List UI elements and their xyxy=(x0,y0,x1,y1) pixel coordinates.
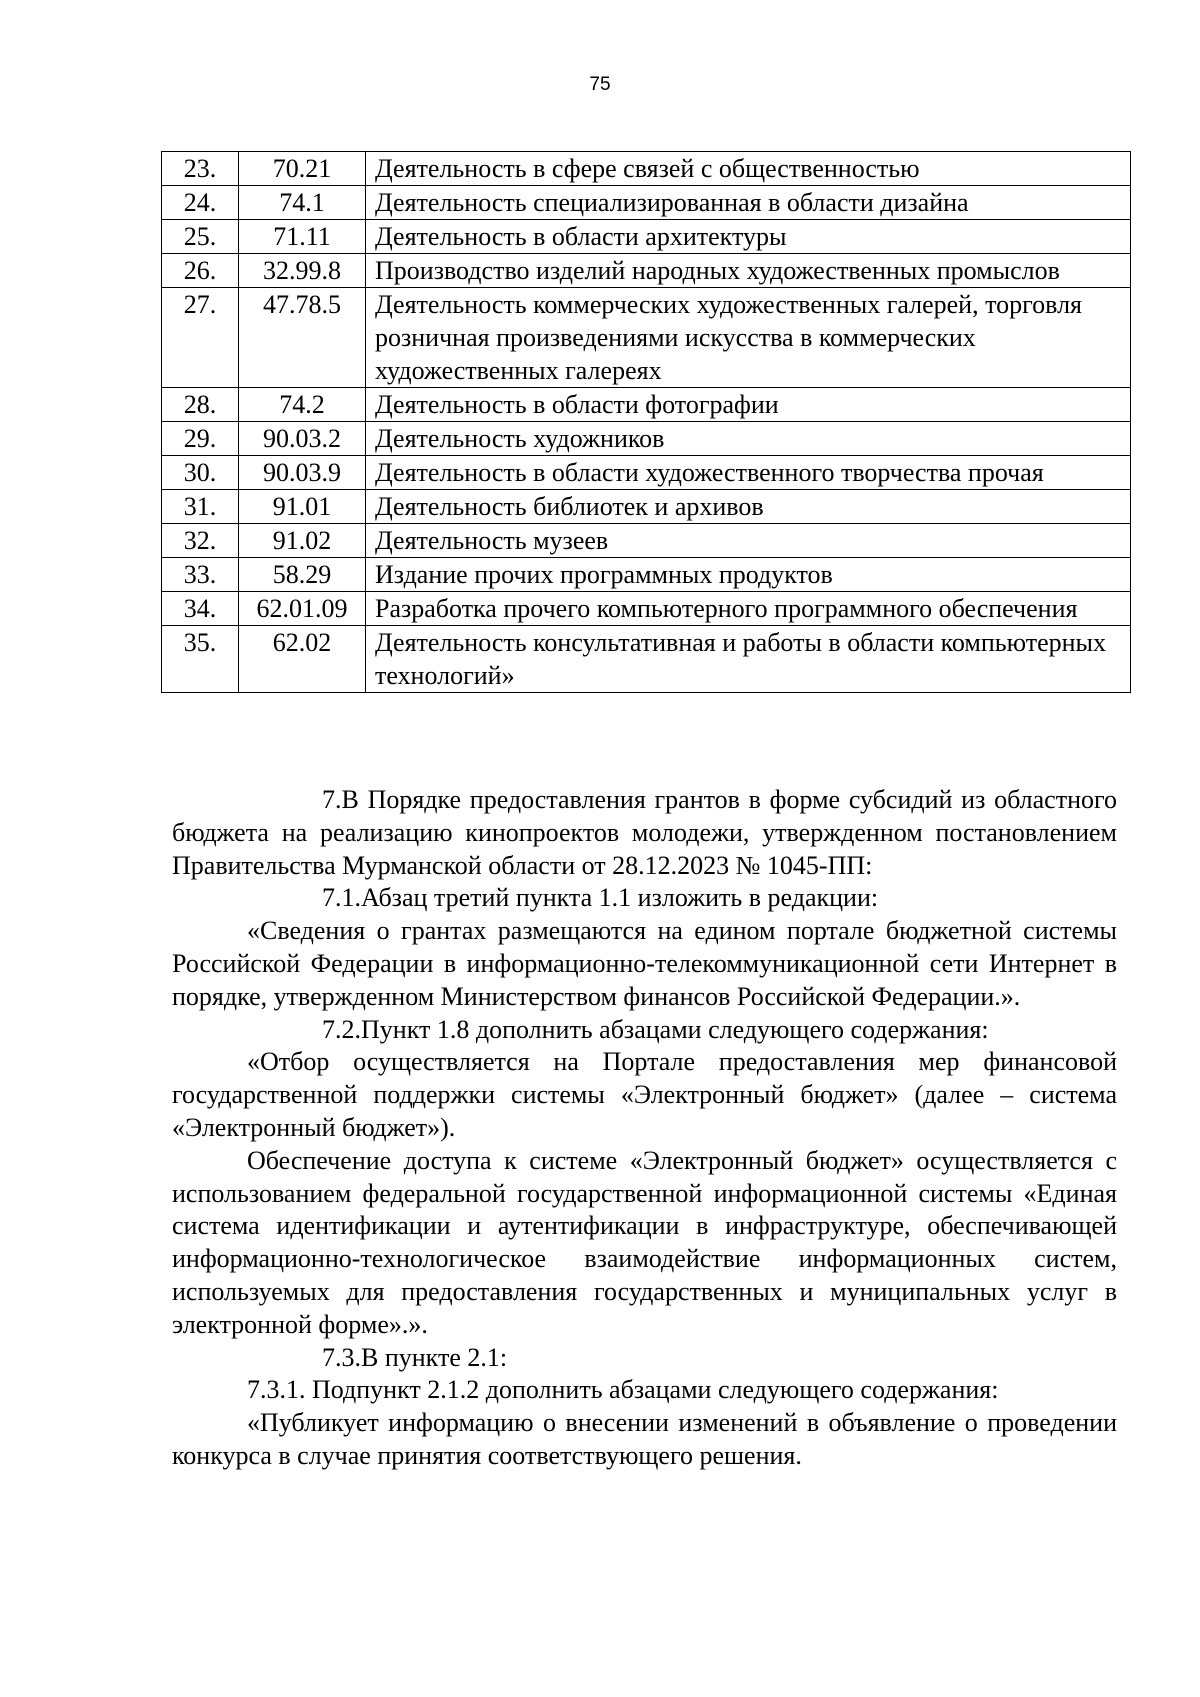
paragraph-7-2: 7.2.Пункт 1.8 дополнить абзацами следующего содержания: xyxy=(172,1014,1117,1047)
paragraph-label: 7.3. xyxy=(322,1342,361,1372)
activity-code: 91.01 xyxy=(239,490,366,524)
activity-name: Деятельность консультативная и работы в области компьютерных технологий» xyxy=(366,626,1131,693)
row-number: 26. xyxy=(162,254,239,288)
activity-codes-table xyxy=(161,151,1131,693)
row-number: 34. xyxy=(162,592,239,626)
paragraph-7-1-quote: «Сведения о грантах размещаются на едином портале бюджетной системы Российской Федерации в информационно-телекоммуникационной сети Интернет в порядке, утвержденном Министерством финансов Российской Федерации.». xyxy=(172,916,1117,1011)
activity-name: Деятельность в области фотографии xyxy=(366,388,1131,422)
table-row xyxy=(162,592,1131,626)
activity-code: 91.02 xyxy=(239,524,366,558)
activity-name: Издание прочих программных продуктов xyxy=(366,558,1131,592)
row-number: 25. xyxy=(162,220,239,254)
activity-code: 32.99.8 xyxy=(239,254,366,288)
row-number: 24. xyxy=(162,186,239,220)
row-number: 28. xyxy=(162,388,239,422)
activity-code: 74.1 xyxy=(239,186,366,220)
activity-code: 58.29 xyxy=(239,558,366,592)
activity-name: Деятельность художников xyxy=(366,422,1131,456)
row-number: 29. xyxy=(162,422,239,456)
page-number: 75 xyxy=(589,74,611,95)
activity-name: Деятельность музеев xyxy=(366,524,1131,558)
activity-code: 90.03.9 xyxy=(239,456,366,490)
table-row xyxy=(162,456,1131,490)
activity-code: 74.2 xyxy=(239,388,366,422)
row-number: 27. xyxy=(162,288,239,388)
table-row xyxy=(162,220,1131,254)
paragraph-label: 7.2. xyxy=(322,1014,361,1044)
table-row xyxy=(162,152,1131,186)
paragraph-7-2-quote-2: Обеспечение доступа к системе «Электронный бюджет» осуществляется с использованием федеральной государственной информационной системы «Единая система идентификации и аутентификации в инфраструктуре, обеспечивающей информационно-технологическое взаимодействие информационных систем, используемых для предоставления государственных и муниципальных услуг в электронной форме».». xyxy=(172,1145,1117,1339)
activity-code: 70.21 xyxy=(239,152,366,186)
activity-name: Разработка прочего компьютерного программного обеспечения xyxy=(366,592,1131,626)
activity-code: 47.78.5 xyxy=(239,288,366,388)
activity-name: Деятельность коммерческих художественных галерей, торговля розничная произведениями искусства в коммерческих художественных галереях xyxy=(366,288,1131,388)
table-row xyxy=(162,388,1131,422)
activity-name: Производство изделий народных художественных промыслов xyxy=(366,254,1131,288)
activity-name: Деятельность в области художественного творчества прочая xyxy=(366,456,1131,490)
activity-code: 62.01.09 xyxy=(239,592,366,626)
table-row xyxy=(162,524,1131,558)
paragraph-label: 7. xyxy=(322,785,342,814)
row-number: 30. xyxy=(162,456,239,490)
table-row xyxy=(162,288,1131,388)
paragraph-7-1: 7.1.Абзац третий пункта 1.1 изложить в редакции: xyxy=(172,882,1117,915)
table-row xyxy=(162,186,1131,220)
row-number: 31. xyxy=(162,490,239,524)
activity-name: Деятельность специализированная в области дизайна xyxy=(366,186,1131,220)
row-number: 32. xyxy=(162,524,239,558)
activity-name: Деятельность библиотек и архивов xyxy=(366,490,1131,524)
table-row xyxy=(162,422,1131,456)
activity-name: Деятельность в области архитектуры xyxy=(366,220,1131,254)
paragraph-7-2-quote-1: «Отбор осуществляется на Портале предоставления мер финансовой государственной поддержки системы «Электронный бюджет» (далее – система «Электронный бюджет»). xyxy=(172,1047,1117,1142)
table-row xyxy=(162,558,1131,592)
activity-code: 90.03.2 xyxy=(239,422,366,456)
table-row xyxy=(162,490,1131,524)
paragraph-7-3: 7.3.В пункте 2.1: xyxy=(172,1342,1117,1375)
activity-name: Деятельность в сфере связей с общественностью xyxy=(366,152,1131,186)
row-number: 35. xyxy=(162,626,239,693)
paragraph-7-3-1: 7.3.1. Подпункт 2.1.2 дополнить абзацами следующего содержания: xyxy=(247,1375,999,1405)
activity-code: 62.02 xyxy=(239,626,366,693)
row-number: 33. xyxy=(162,558,239,592)
paragraph-7-3-1-quote: «Публикует информацию о внесении изменений в объявление о проведении конкурса в случае принятия соответствующего решения. xyxy=(172,1408,1117,1470)
activity-code: 71.11 xyxy=(239,220,366,254)
paragraph-label: 7.1. xyxy=(322,883,361,913)
amendment-text xyxy=(172,784,1117,1473)
paragraph-7: 7.В Порядке предоставления грантов в форме субсидий из областного бюджета на реализацию кинопроектов молодежи, утвержденном постановлением Правительства Мурманской области от 28.12.2023 № 1045-ПП: xyxy=(172,785,1117,880)
table-row xyxy=(162,254,1131,288)
row-number: 23. xyxy=(162,152,239,186)
table-row xyxy=(162,626,1131,693)
